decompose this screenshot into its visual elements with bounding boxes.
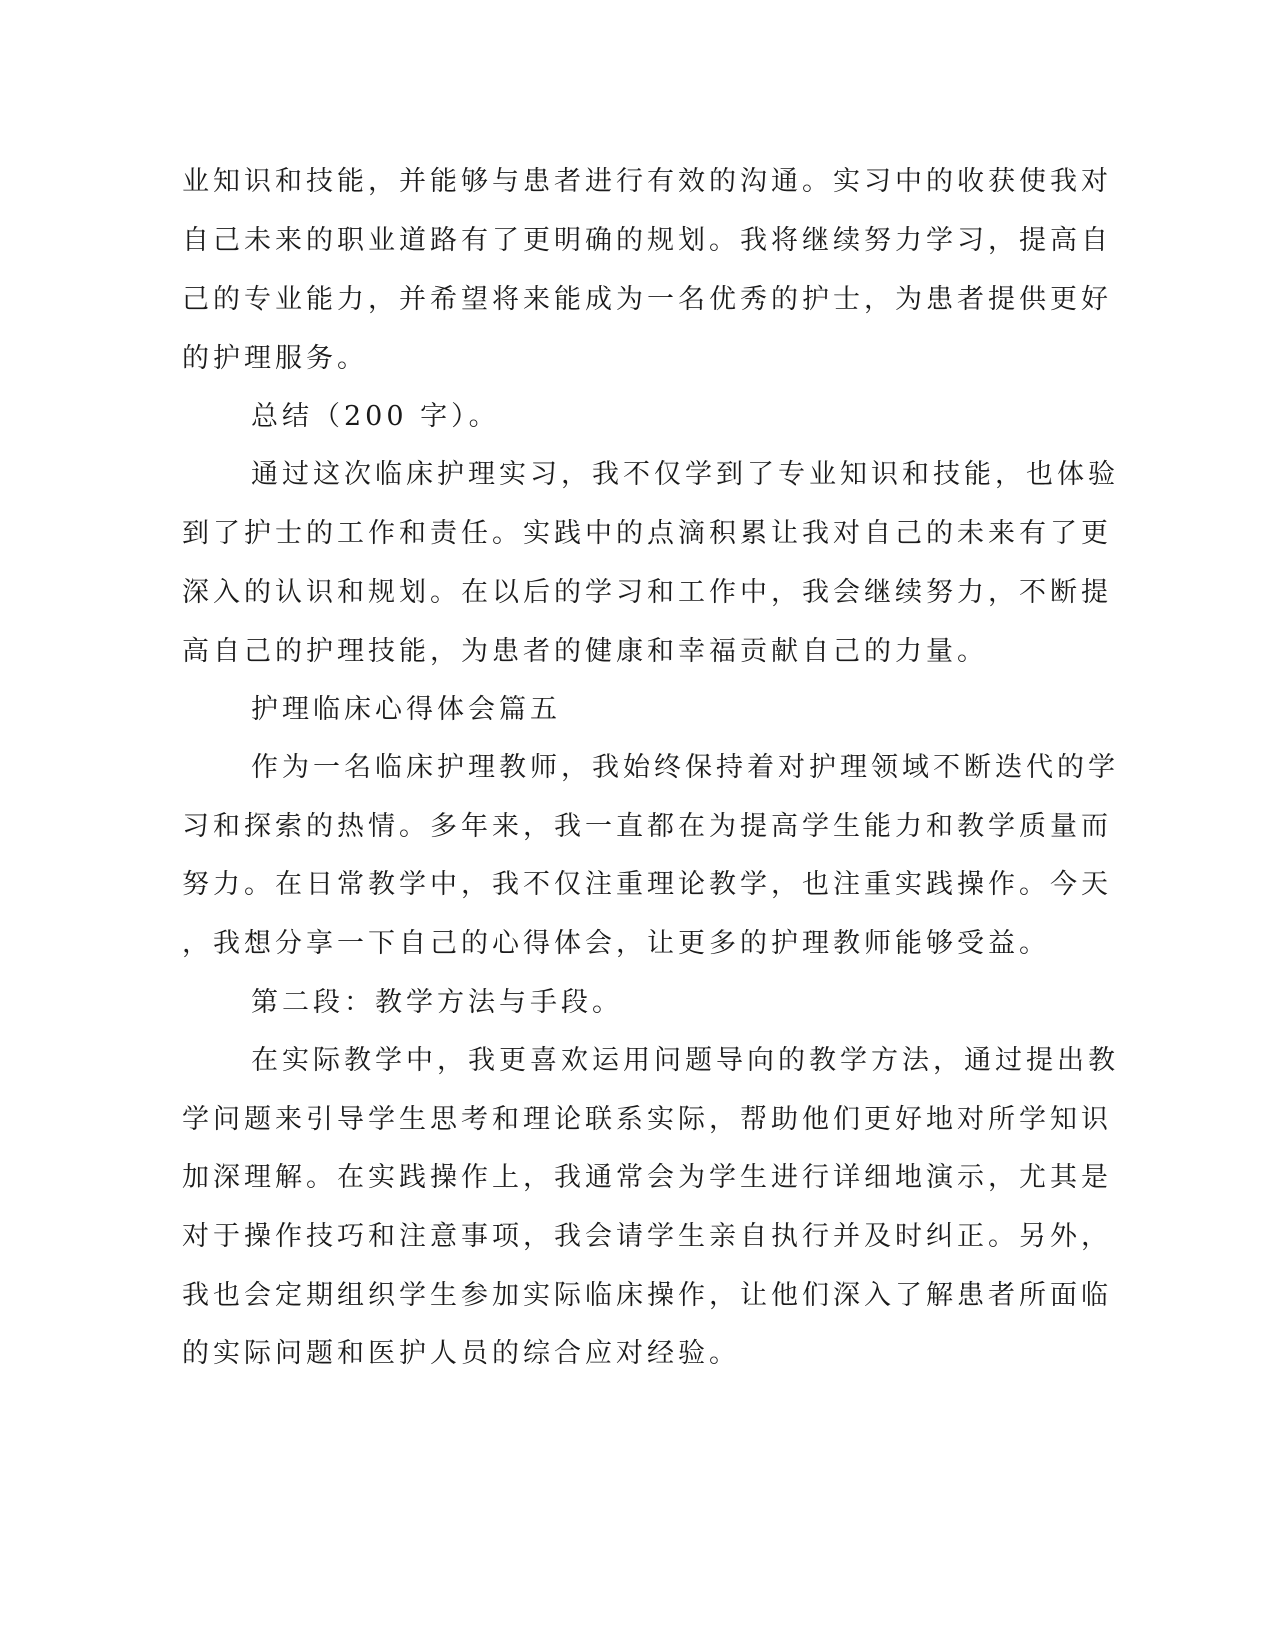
body-text-line: 我也会定期组织学生参加实际临床操作，让他们深入了解患者所面临	[182, 1280, 1112, 1311]
body-text-line: ，我想分享一下自己的心得体会，让更多的护理教师能够受益。	[182, 928, 1050, 959]
body-text-line: 到了护士的工作和责任。实践中的点滴积累让我对自己的未来有了更	[182, 518, 1112, 549]
body-text-line: 高自己的护理技能，为患者的健康和幸福贡献自己的力量。	[182, 636, 988, 667]
body-text-line: 学问题来引导学生思考和理论联系实际，帮助他们更好地对所学知识	[182, 1104, 1112, 1135]
section-heading: 第二段：教学方法与手段。	[251, 987, 623, 1018]
body-text-line: 对于操作技巧和注意事项，我会请学生亲自执行并及时纠正。另外，	[182, 1221, 1112, 1252]
section-heading: 总结（200 字）。	[251, 401, 500, 432]
body-text-line: 己的专业能力，并希望将来能成为一名优秀的护士，为患者提供更好	[182, 284, 1112, 315]
body-text-line: 自己未来的职业道路有了更明确的规划。我将继续努力学习，提高自	[182, 225, 1112, 256]
body-text-line: 努力。在日常教学中，我不仅注重理论教学，也注重实践操作。今天	[182, 869, 1112, 900]
body-text-line: 通过这次临床护理实习，我不仅学到了专业知识和技能，也体验	[251, 459, 1119, 490]
body-text-line: 作为一名临床护理教师，我始终保持着对护理领域不断迭代的学	[251, 752, 1119, 783]
body-text-line: 加深理解。在实践操作上，我通常会为学生进行详细地演示，尤其是	[182, 1162, 1112, 1193]
body-text-line: 的实际问题和医护人员的综合应对经验。	[182, 1338, 740, 1369]
body-text-line: 在实际教学中，我更喜欢运用问题导向的教学方法，通过提出教	[251, 1045, 1119, 1076]
article-title: 护理临床心得体会篇五	[251, 694, 561, 725]
body-text-line: 习和探索的热情。多年来，我一直都在为提高学生能力和教学质量而	[182, 811, 1112, 842]
body-text-line: 的护理服务。	[182, 343, 368, 374]
body-text-line: 深入的认识和规划。在以后的学习和工作中，我会继续努力，不断提	[182, 577, 1112, 608]
body-text-line: 业知识和技能，并能够与患者进行有效的沟通。实习中的收获使我对	[182, 166, 1112, 197]
